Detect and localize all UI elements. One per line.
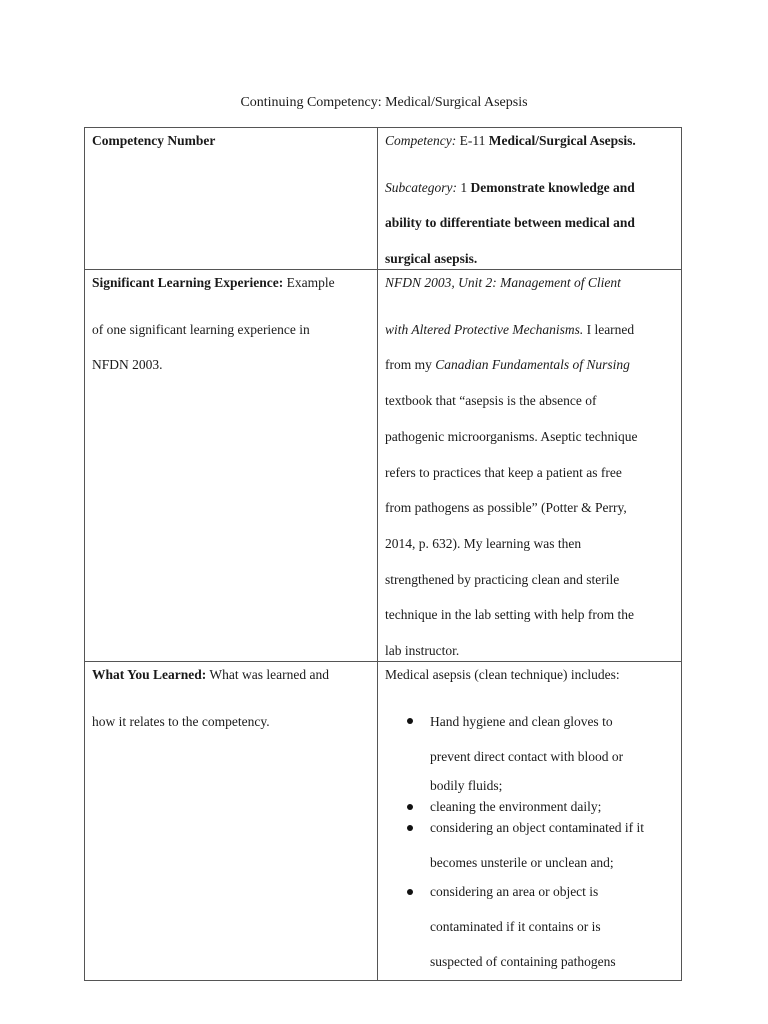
list-item-text: bodily fluids; — [430, 778, 503, 793]
list-item-text: cleaning the environment daily; — [430, 799, 602, 814]
experience-text: pathogenic microorganisms. Aseptic technique — [385, 428, 638, 444]
what-learned-detail-cell — [378, 661, 682, 980]
what-learned-heading-line — [92, 668, 370, 682]
course-unit-tail: I learned — [583, 321, 635, 337]
competency-detail-cell — [378, 128, 682, 270]
experience-text: textbook that “asepsis is the absence of — [385, 393, 597, 409]
list-item-text: considering an object contaminated if it — [430, 820, 645, 835]
bullet-icon — [407, 718, 413, 724]
list-item — [385, 796, 674, 817]
list-item — [385, 817, 674, 881]
list-item — [385, 704, 674, 796]
experience-text: from pathogens as possible” (Potter & Perry, — [385, 500, 627, 516]
learning-experience-cell — [85, 270, 378, 662]
list-item-text: considering an area or object is — [430, 883, 599, 899]
bullet-icon — [407, 804, 413, 810]
experience-text: technique in the lab setting with help from the — [385, 607, 634, 623]
document-title: Continuing Competency: Medical/Surgical Asepsis — [240, 95, 528, 110]
what-learned-cell — [85, 661, 378, 980]
learning-experience-heading: Significant Learning Experience: — [92, 275, 284, 291]
competency-line — [385, 134, 674, 148]
course-unit-line-2 — [385, 312, 674, 348]
what-learned-text: how it relates to the competency. — [92, 713, 270, 729]
learning-experience-heading-line — [92, 276, 370, 290]
textbook-line — [385, 347, 674, 383]
learning-experience-heading-tail: Example — [283, 275, 335, 291]
table-row — [85, 661, 682, 980]
learning-experience-detail-cell — [378, 270, 682, 662]
what-learned-heading: What You Learned: — [92, 666, 207, 682]
list-item-text: contaminated if it contains or is — [430, 918, 601, 934]
list-item-text: suspected of containing pathogens — [430, 954, 616, 970]
experience-text: strengthened by practicing clean and sterile — [385, 571, 620, 587]
learning-experience-text: of one significant learning experience in — [92, 321, 310, 337]
subcategory-line — [385, 170, 674, 206]
competency-name: Medical/Surgical Asepsis. — [488, 133, 636, 148]
subcategory-text: Demonstrate knowledge and — [470, 179, 635, 195]
what-learned-heading-tail: What was learned and — [206, 666, 329, 682]
course-unit-italic: with Altered Protective Mechanisms. — [385, 321, 584, 337]
competency-number-cell — [85, 128, 378, 270]
bullet-icon — [407, 825, 413, 831]
table-row — [85, 128, 682, 270]
experience-text: 2014, p. 632). My learning was then — [385, 535, 582, 551]
textbook-line-start: from my — [385, 357, 436, 373]
bullet-icon — [407, 889, 413, 895]
experience-text: refers to practices that keep a patient as free — [385, 464, 622, 480]
competency-table — [84, 127, 682, 981]
list-item-text: becomes unsterile or unclean and; — [430, 855, 614, 870]
subcategory-label: Subcategory: — [385, 179, 457, 195]
medical-asepsis-list — [385, 704, 674, 980]
competency-code: E-11 — [456, 133, 489, 148]
subcategory-text: surgical asepsis. — [385, 251, 478, 267]
experience-text: lab instructor. — [385, 642, 460, 658]
competency-label: Competency: — [385, 133, 457, 148]
medical-asepsis-intro: Medical asepsis (clean technique) includes: — [385, 666, 620, 682]
table-row — [85, 270, 682, 662]
learning-experience-text: NFDN 2003. — [92, 357, 163, 373]
course-unit-line: NFDN 2003, Unit 2: Management of Client — [385, 275, 621, 291]
list-item — [385, 881, 674, 980]
competency-number-heading: Competency Number — [92, 133, 216, 148]
subcategory-number: 1 — [456, 179, 471, 195]
textbook-title: Canadian Fundamentals of Nursing — [435, 357, 630, 373]
list-item-text: Hand hygiene and clean gloves to — [430, 713, 613, 729]
list-item-text: prevent direct contact with blood or — [430, 749, 624, 765]
subcategory-text: ability to differentiate between medical and — [385, 215, 635, 231]
